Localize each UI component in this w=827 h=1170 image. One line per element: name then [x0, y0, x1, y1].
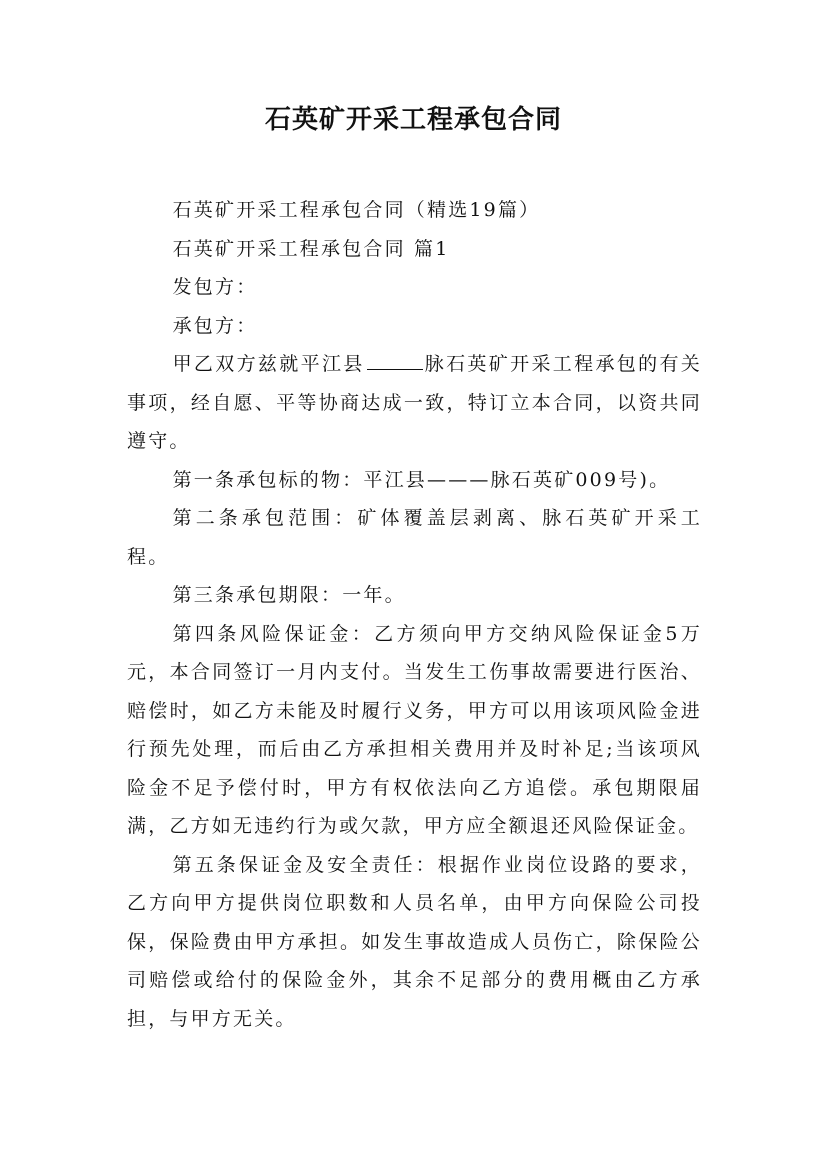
clause-5: 第五条保证金及安全责任：根据作业岗位设路的要求，乙方向甲方提供岗位职数和人员名单，由甲方向保险公司投保，保险费由甲方承担。如发生事故造成人员伤亡，除保险公司赔偿或给付的保险金外，其余不足部分的费用概由乙方承担，与甲方无关。 — [127, 853, 702, 1030]
section-heading: 石英矿开采工程承包合同 篇1 — [172, 237, 450, 260]
fill-in-blank — [367, 353, 423, 370]
clause-4: 第四条风险保证金：乙方须向甲方交纳风险保证金5万元，本合同签订一月内支付。当发生工伤事故需要进行医治、赔偿时，如乙方未能及时履行义务，甲方可以用该项风险金进行预先处理，而后由乙方承担相关费用并及时补足;当该项风险金不足予偿付时，甲方有权依法向乙方追偿。承包期限届满，乙方如无违约行为或欠款，甲方应全额退还风险保证金。 — [127, 622, 702, 837]
document-title: 石英矿开采工程承包合同 — [264, 105, 562, 135]
document-body — [127, 191, 702, 1038]
clause-2: 第二条承包范围：矿体覆盖层剥离、脉石英矿开采工程。 — [127, 507, 702, 568]
intro-paragraph — [127, 345, 702, 461]
document-subtitle: 石英矿开采工程承包合同（精选19篇） — [172, 199, 541, 221]
clause-1: 第一条承包标的物：平江县———脉石英矿009号)。 — [172, 468, 671, 491]
intro-part-1: 甲乙双方兹就平江县 — [172, 353, 365, 375]
clause-3: 第三条承包期限：一年。 — [172, 584, 406, 606]
intro-part-2: 脉石英矿开采工程承包的有关事项，经自愿、平等协商达成一致，特订立本合同，以资共同遵守。 — [127, 353, 702, 452]
party-a-label: 发包方： — [172, 276, 258, 298]
party-b-label: 承包方： — [172, 314, 258, 337]
